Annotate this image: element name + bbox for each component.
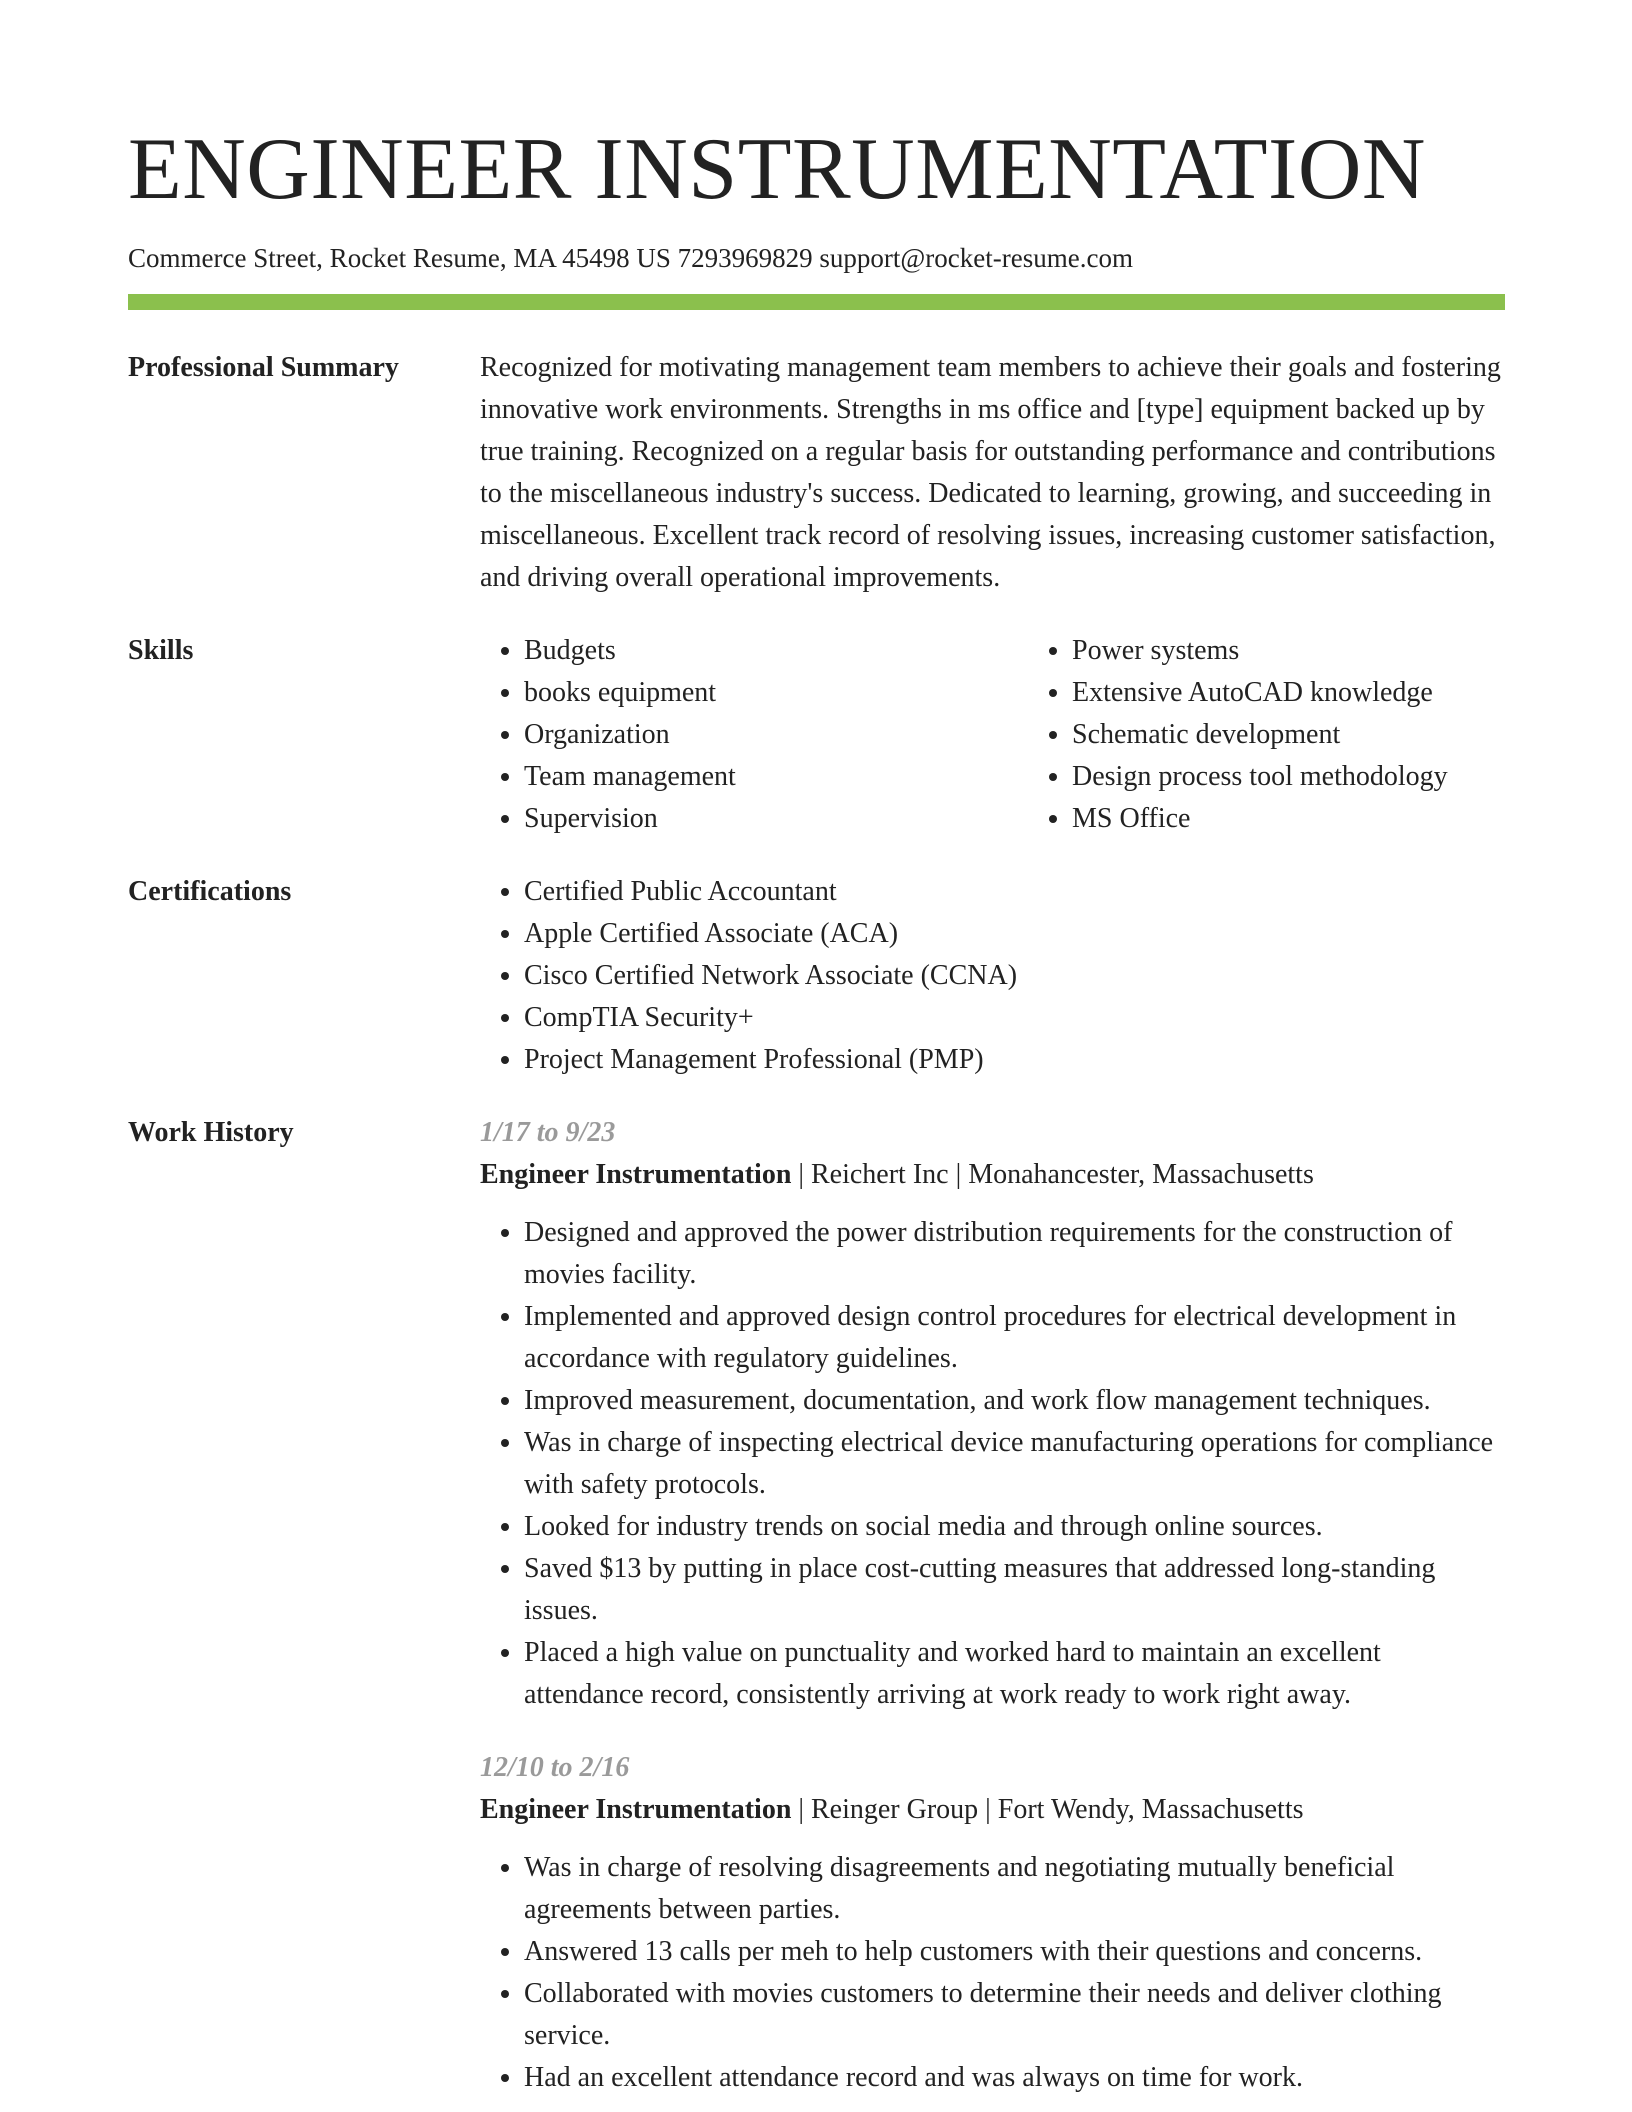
certifications-body <box>480 871 1505 1081</box>
job-bullet: • Placed a high value on punctuality and worked hard to maintain an excellent attendance record, consistently arriving at work ready to work right away. <box>524 1632 1505 1716</box>
header-divider <box>128 294 1505 310</box>
skills-heading: Skills <box>128 635 194 666</box>
job-dates: 12/10 to 2/16 <box>480 1752 630 1783</box>
skills-list-right <box>1028 630 1576 840</box>
job-bullets <box>480 1847 1505 2099</box>
resume-name: ENGINEER INSTRUMENTATION <box>128 121 1426 218</box>
skill-item: • Design process tool methodology <box>1072 756 1576 798</box>
skill-item: • Budgets <box>524 630 1028 672</box>
contact-line: Commerce Street, Rocket Resume, MA 45498 US 7293969829 support@rocket-resume.com <box>128 243 1133 273</box>
summary-body <box>480 347 1505 599</box>
skill-item: • Organization <box>524 714 1028 756</box>
job-bullet: • Collaborated with movies customers to determine their needs and deliver clothing service. <box>524 1973 1505 2057</box>
certifications-section <box>128 871 1505 1081</box>
job-entry <box>480 1747 1505 2099</box>
resume-page <box>128 120 1505 2099</box>
job-header <box>480 1789 1505 1831</box>
job-bullet: • Looked for industry trends on social media and through online sources. <box>524 1506 1505 1548</box>
certifications-heading: Certifications <box>128 876 292 907</box>
job-bullet: • Was in charge of inspecting electrical device manufacturing operations for compliance with safety protocols. <box>524 1422 1505 1506</box>
job-dates: 1/17 to 9/23 <box>480 1117 616 1148</box>
job-bullet: • Was in charge of resolving disagreements and negotiating mutually beneficial agreements between parties. <box>524 1847 1505 1931</box>
job-bullet: • Implemented and approved design control procedures for electrical development in accordance with regulatory guidelines. <box>524 1296 1505 1380</box>
skills-columns <box>480 630 1576 840</box>
skill-item: • Team management <box>524 756 1028 798</box>
skill-item: • Extensive AutoCAD knowledge <box>1072 672 1576 714</box>
skill-item: • MS Office <box>1072 798 1576 840</box>
summary-heading: Professional Summary <box>128 352 399 383</box>
work-history-section <box>128 1112 1505 2099</box>
work-history-body <box>480 1112 1505 2099</box>
skills-list-left <box>480 630 1028 840</box>
certification-item: • Cisco Certified Network Associate (CCNA) <box>524 955 1505 997</box>
skill-item: • Schematic development <box>1072 714 1576 756</box>
work-history-heading: Work History <box>128 1117 294 1148</box>
job-bullets <box>480 1212 1505 1716</box>
certification-item: • Certified Public Accountant <box>524 871 1505 913</box>
job-bullet: • Improved measurement, documentation, and work flow management techniques. <box>524 1380 1505 1422</box>
job-entry <box>480 1112 1505 1716</box>
job-title: Engineer Instrumentation <box>480 1159 792 1190</box>
job-bullet: • Answered 13 calls per meh to help customers with their questions and concerns. <box>524 1931 1505 1973</box>
job-bullet: • Designed and approved the power distribution requirements for the construction of movies facility. <box>524 1212 1505 1296</box>
certification-item: • CompTIA Security+ <box>524 997 1505 1039</box>
skill-item: • books equipment <box>524 672 1028 714</box>
job-bullet: • Saved $13 by putting in place cost-cutting measures that addressed long-standing issues. <box>524 1548 1505 1632</box>
job-bullet: • Had an excellent attendance record and was always on time for work. <box>524 2057 1505 2099</box>
certifications-list <box>480 871 1505 1081</box>
job-header <box>480 1154 1505 1196</box>
skill-item: • Power systems <box>1072 630 1576 672</box>
summary-text: Recognized for motivating management team members to achieve their goals and fostering innovative work environments. Strengths in ms office and [type] equipment backed up by true training. Recognized on a regular basis for outstanding performance and contributions to the miscellaneous industry's success. Dedicated to learning, growing, and succeeding in miscellaneous. Excellent track record of resolving issues, increasing customer satisfaction, and driving overall operational improvements. <box>480 352 1501 593</box>
job-title: Engineer Instrumentation <box>480 1794 792 1825</box>
job-details: | Reichert Inc | Monahancester, Massachusetts <box>791 1159 1314 1190</box>
certification-item: • Project Management Professional (PMP) <box>524 1039 1505 1081</box>
skills-section <box>128 630 1505 840</box>
job-details: | Reinger Group | Fort Wendy, Massachusetts <box>791 1794 1304 1825</box>
summary-section <box>128 347 1505 599</box>
skill-item: • Supervision <box>524 798 1028 840</box>
certification-item: • Apple Certified Associate (ACA) <box>524 913 1505 955</box>
